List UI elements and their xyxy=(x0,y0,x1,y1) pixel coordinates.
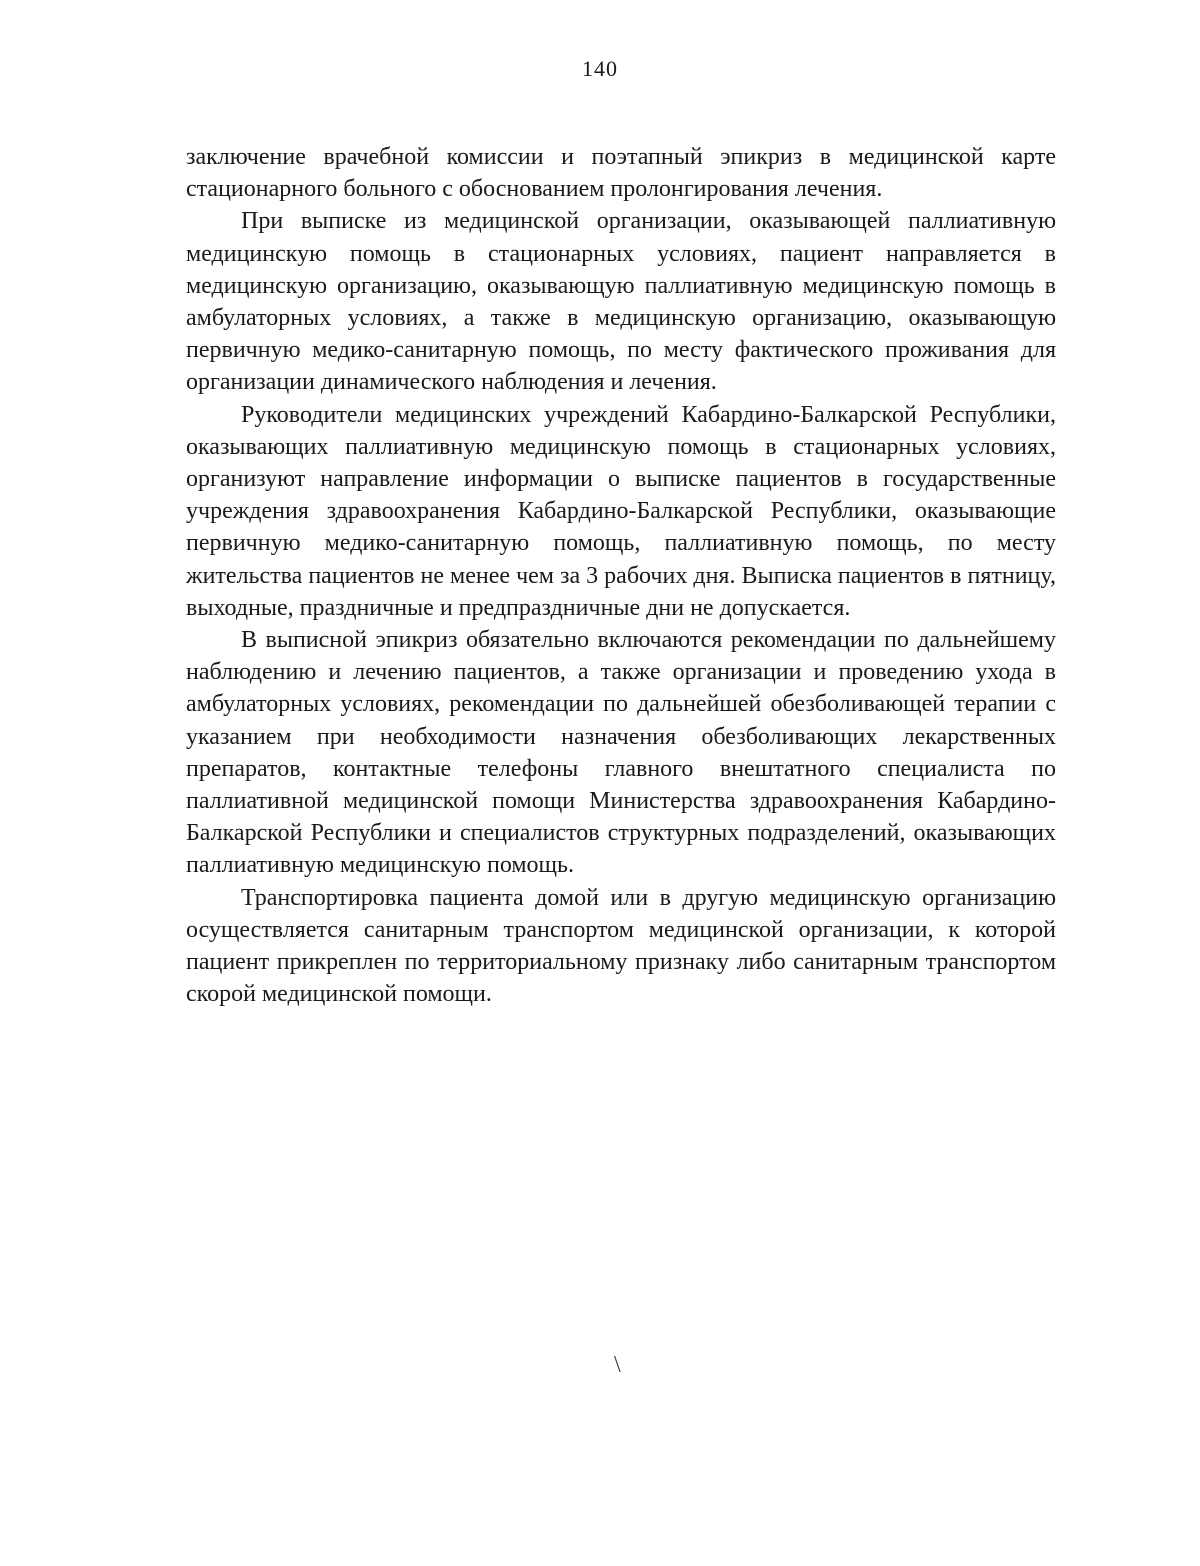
page-number: 140 xyxy=(582,56,618,81)
paragraph-transportation: Транспортировка пациента домой или в другую медицинскую организацию осуществляется санитарным транспортом медицинской организации, к которой пациент прикреплен по территориальному признаку либо санитарным транспортом скорой медицинской помощи. xyxy=(186,884,1056,1008)
paragraph-discharge-epicrisis: В выписной эпикриз обязательно включаются рекомендации по дальнейшему наблюдению и лечению пациентов, а также организации и проведению ухода в амбулаторных условиях, рекомендации по дальнейшей обезболивающей терапии с указанием при необходимости назначения обезболивающих лекарственных препаратов, контактные телефоны главного внештатного специалиста по паллиативной медицинской помощи Министерства здравоохранения Кабардино-Балкарской Республики и специалистов структурных подразделений, оказывающих паллиативную медицинскую помощь. xyxy=(186,627,1056,879)
paragraph-discharge-direction: При выписке из медицинской организации, оказывающей паллиативную медицинскую помощь в стационарных условиях, пациент направляется в медицинскую организацию, оказывающую паллиативную медицинскую помощь в амбулаторных условиях, а также в медицинскую организацию, оказывающую первичную медико-санитарную помощь, по месту фактического проживания для организации динамического наблюдения и лечения. xyxy=(186,208,1056,396)
document-body xyxy=(186,141,1056,1010)
scan-mark: \ xyxy=(614,1352,621,1378)
paragraph-heads-of-institutions: Руководители медицинских учреждений Кабардино-Балкарской Республики, оказывающих паллиативную медицинскую помощь в стационарных условиях, организуют направление информации о выписке пациентов в государственные учреждения здравоохранения Кабардино-Балкарской Республики, оказывающие первичную медико-санитарную помощь, паллиативную помощь, по месту жительства пациентов не менее чем за 3 рабочих дня. Выписка пациентов в пятницу, выходные, праздничные и предпраздничные дни не допускается. xyxy=(186,401,1056,621)
paragraph-continuation: заключение врачебной комиссии и поэтапный эпикриз в медицинской карте стационарного больного с обоснованием пролонгирования лечения. xyxy=(186,144,1056,203)
